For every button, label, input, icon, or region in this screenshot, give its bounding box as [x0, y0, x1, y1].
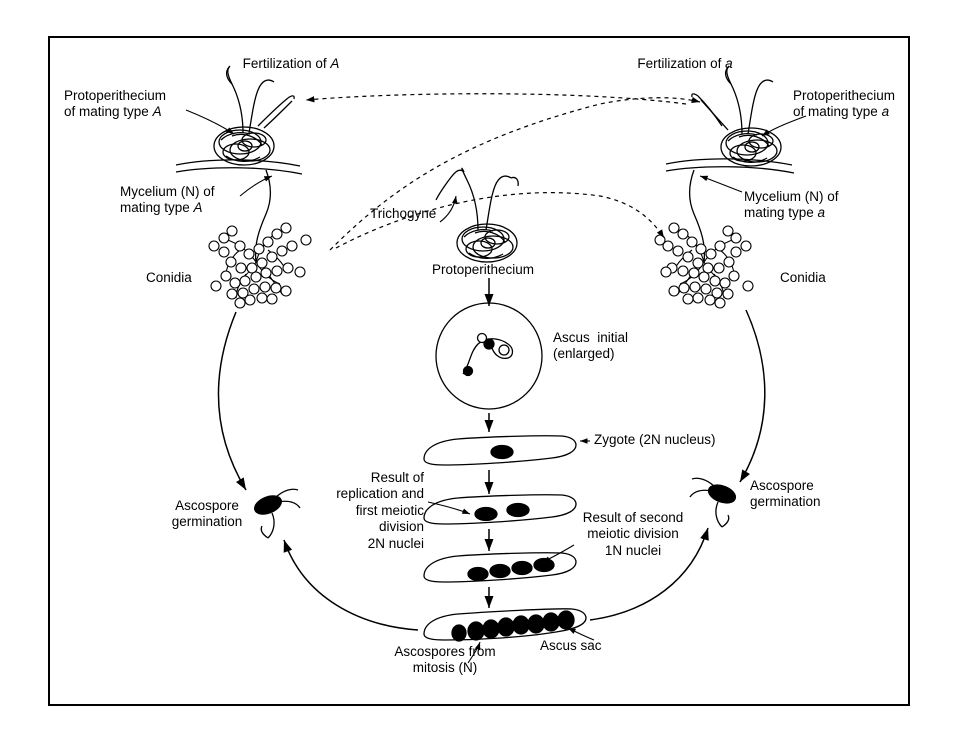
label-mycelium-right: Mycelium (N) of mating type a: [744, 189, 839, 221]
label-ascospores: Ascospores from mitosis (N): [394, 644, 496, 676]
label-protoperithecium-center: Protoperithecium: [432, 262, 535, 277]
label-fertilization-A: Fertilization of A: [242, 56, 340, 71]
label-trichogyne: Trichogyne: [370, 206, 437, 221]
label-ascus-sac: Ascus sac: [540, 638, 602, 653]
label-protoperithecium-right: Protoperithecium of mating type a: [793, 88, 896, 120]
label-ascus-initial: Ascus initial (enlarged): [553, 330, 629, 362]
label-ascospore-germination-right: Ascospore germination: [750, 478, 821, 510]
label-protoperithecium-left: Protoperithecium of mating type A: [64, 88, 167, 120]
label-ascospore-germination-left: Ascospore germination: [171, 498, 243, 530]
label-conidia-left: Conidia: [146, 270, 192, 285]
label-conidia-right: Conidia: [780, 270, 826, 285]
label-second-meiotic: Result of second meiotic division 1N nuclei: [582, 510, 684, 558]
label-zygote: Zygote (2N nucleus): [594, 432, 716, 447]
label-first-meiotic: Result of replication and first meiotic division 2N nuclei: [336, 470, 424, 551]
label-mycelium-left: Mycelium (N) of mating type A: [120, 184, 215, 216]
figure-border: [48, 36, 910, 706]
label-fertilization-a: Fertilization of a: [637, 56, 733, 71]
